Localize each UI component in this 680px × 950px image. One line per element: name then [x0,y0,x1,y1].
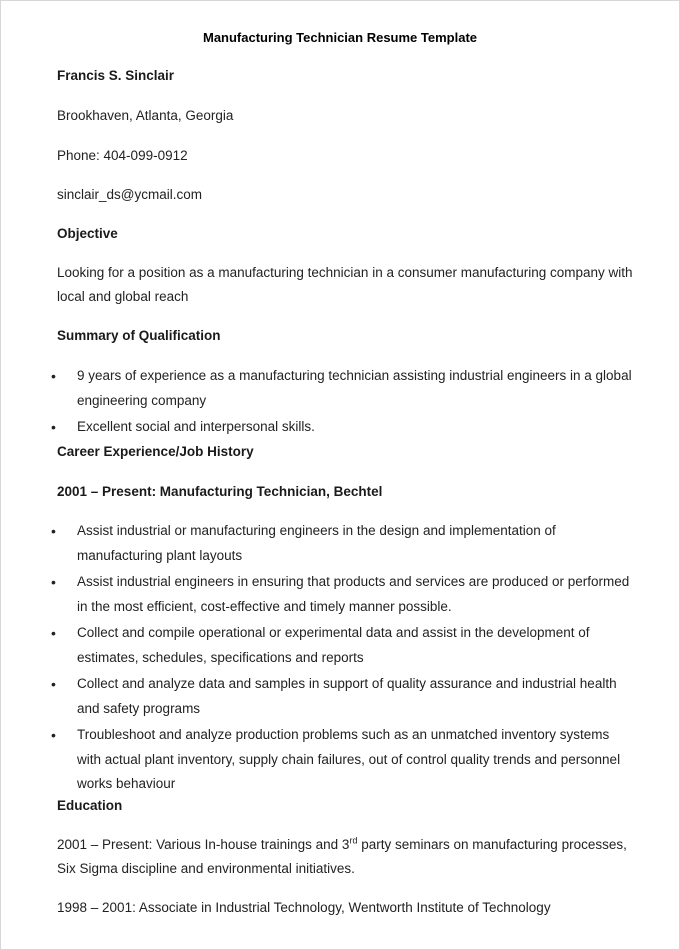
summary-heading: Summary of Qualification [57,328,221,343]
applicant-email: sinclair_ds@ycmail.com [57,187,202,202]
education-heading: Education [57,798,123,813]
list-item: • Collect and compile operational or experimental data and assist in the development of estimates, schedules, specifications and reports [57,621,635,670]
applicant-name: Francis S. Sinclair [57,68,175,83]
list-item: • Troubleshoot and analyze production problems such as an unmatched inventory systems with actual plant inventory, supply chain failures, out of control quality trends and personnel works behaviour [57,723,635,797]
ordinal-suffix: rd [349,835,358,846]
career-position: 2001 – Present: Manufacturing Technician, Bechtel [57,484,383,499]
applicant-address: Brookhaven, Atlanta, Georgia [57,108,234,123]
list-item: • Assist industrial engineers in ensuring that products and services are produced or performed in the most efficient, cost-effective and timely manner possible. [57,570,635,619]
applicant-phone: Phone: 404-099-0912 [57,148,188,163]
objective-heading: Objective [57,226,118,241]
career-duties-list [57,519,635,799]
list-item: • Collect and analyze data and samples in support of quality assurance and industrial health and safety programs [57,672,635,721]
career-heading: Career Experience/Job History [57,444,254,459]
list-item: • Assist industrial or manufacturing engineers in the design and implementation of manufacturing plant layouts [57,519,635,568]
list-item: • Excellent social and interpersonal skills. [57,415,635,440]
education-entry-2: 1998 – 2001: Associate in Industrial Technology, Wentworth Institute of Technology [57,900,551,915]
summary-list [57,364,635,442]
education-entry-1-end: party seminars on manufacturing processes, Six Sigma discipline and environmental initiatives. [57,837,627,876]
education-entry-1-start: 2001 – Present: Various In-house trainings and 3 [57,837,350,852]
document-title: Manufacturing Technician Resume Template [202,30,477,45]
education-entry-1 [57,833,635,881]
list-item: • 9 years of experience as a manufacturing technician assisting industrial engineers in a global engineering company [57,364,635,413]
objective-text: Looking for a position as a manufacturing technician in a consumer manufacturing company with local and global reach [57,265,633,304]
